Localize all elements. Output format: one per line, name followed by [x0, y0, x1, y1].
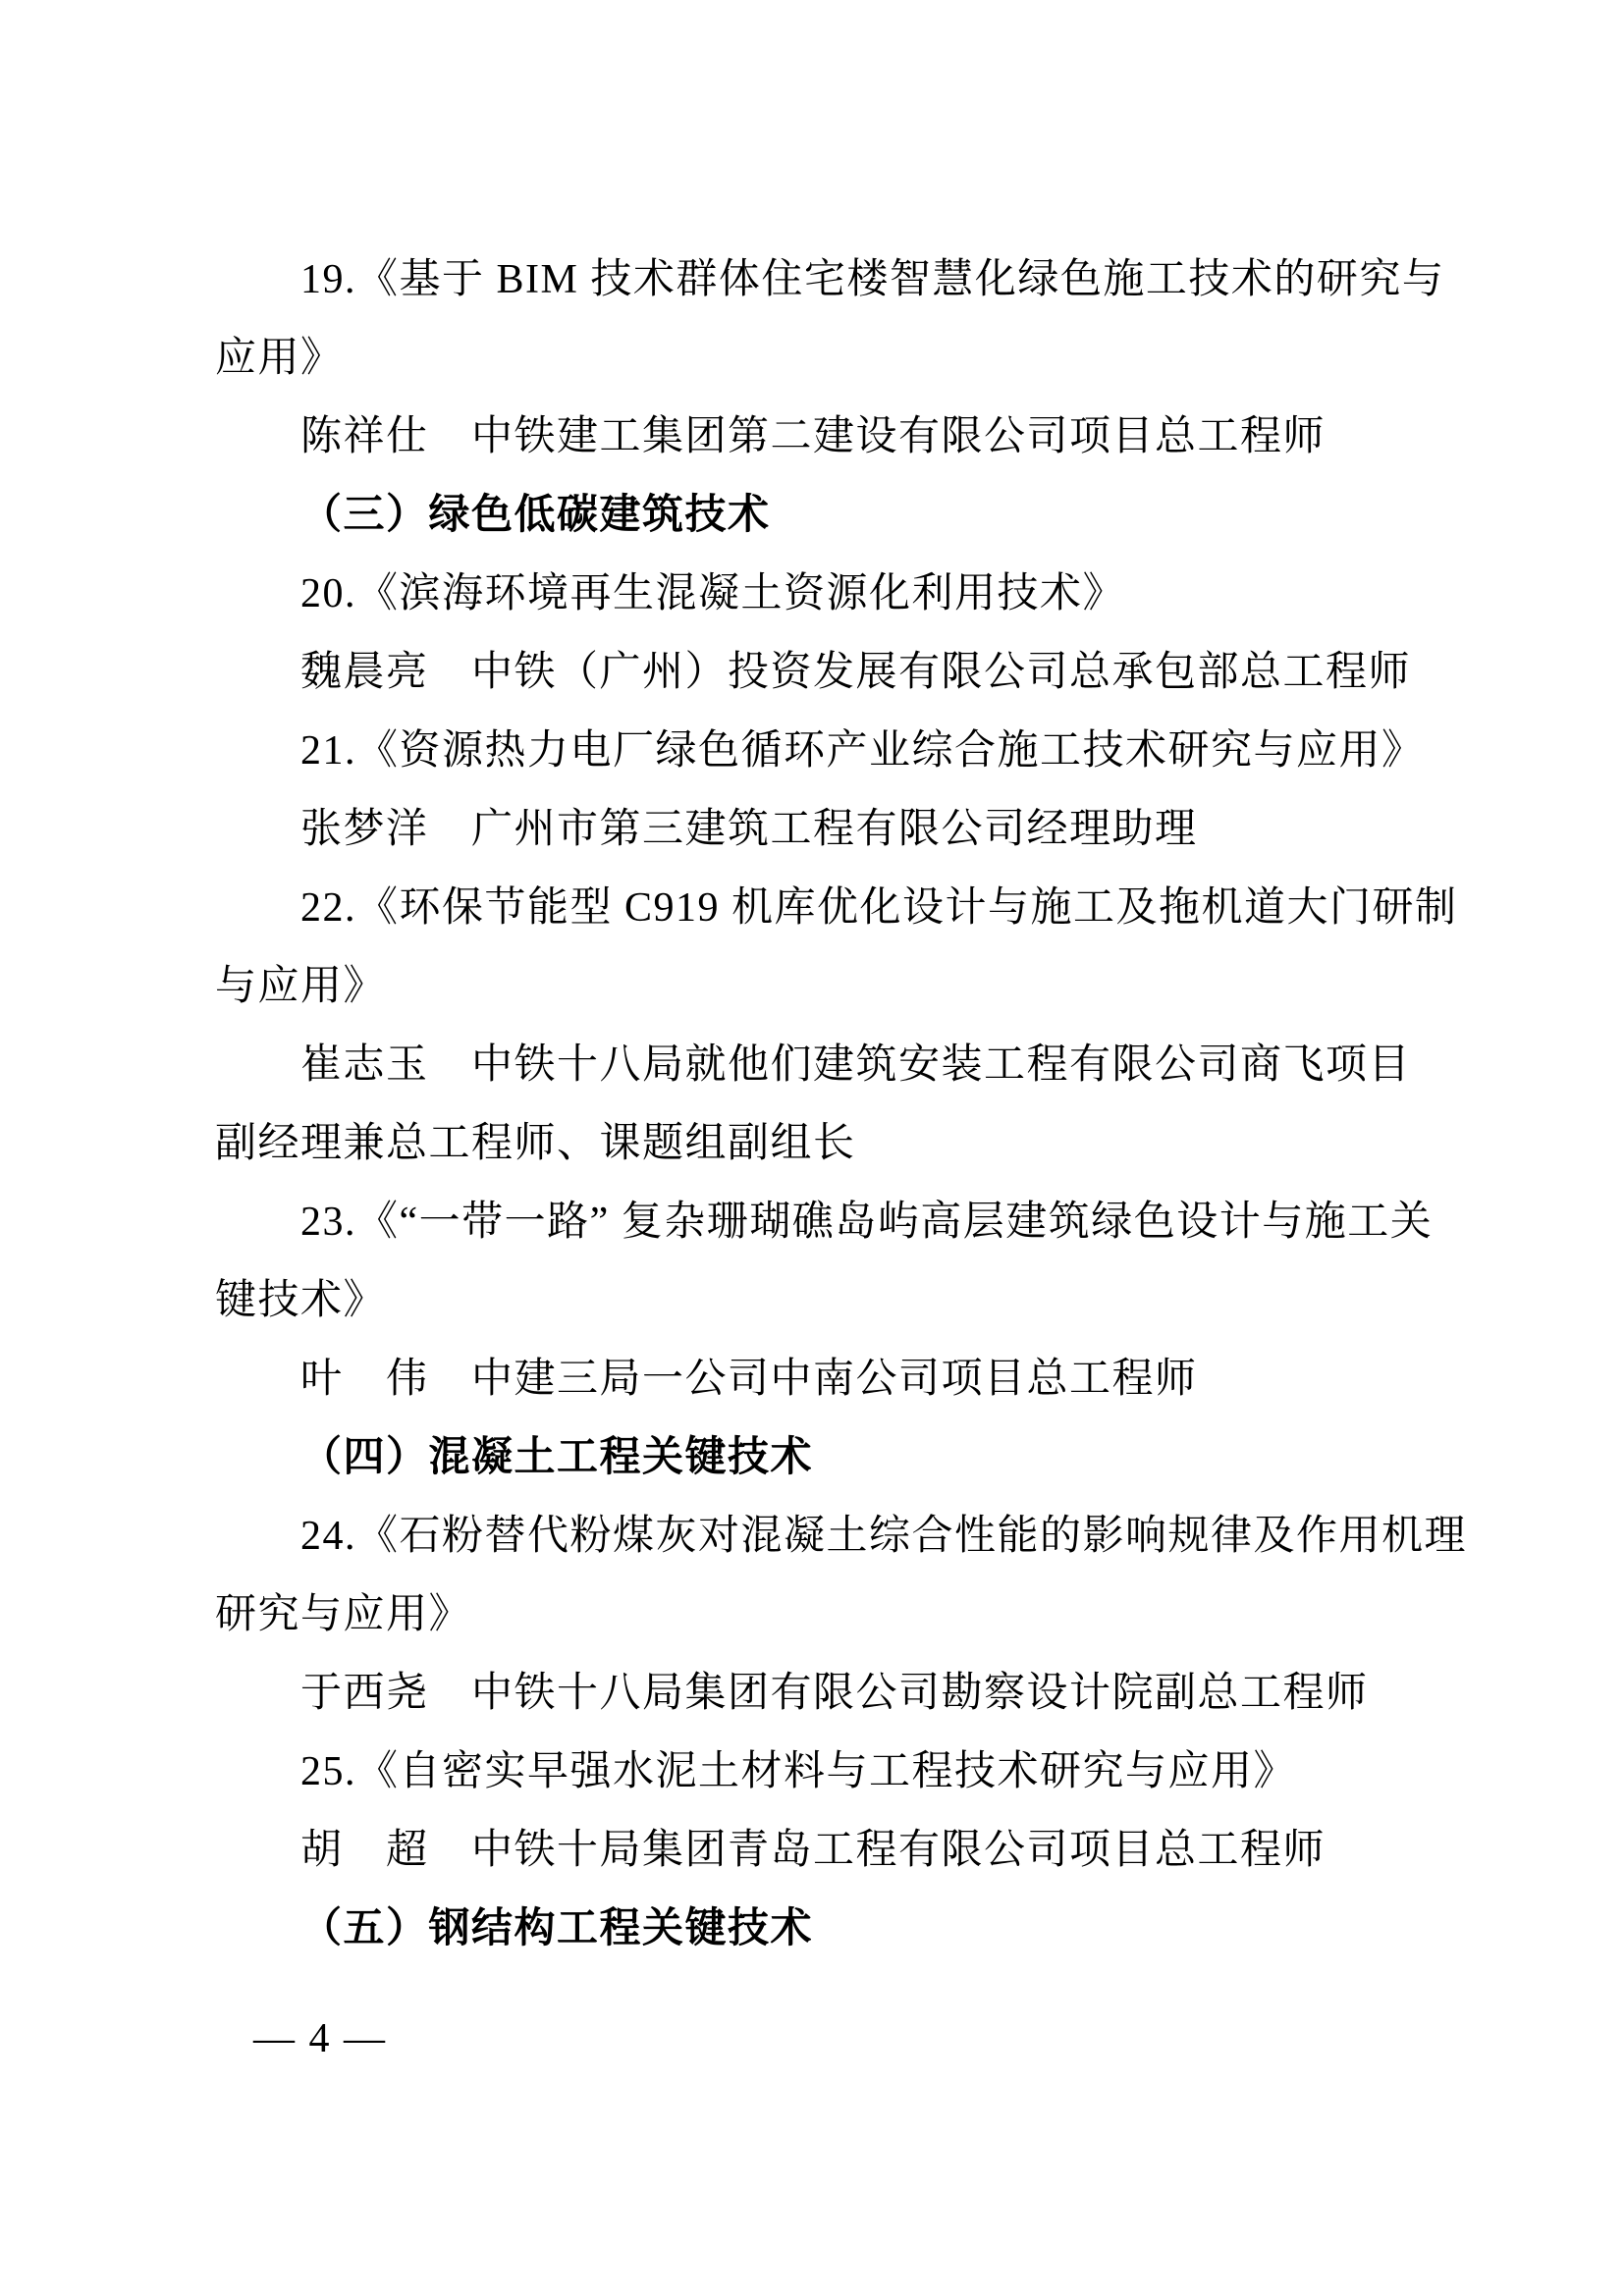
text-line: 副经理兼总工程师、课题组副组长 [215, 1121, 856, 1166]
text-line: 23.《“一带一路” 复杂珊瑚礁岛屿高层建筑绿色设计与施工关 [300, 1200, 1434, 1245]
text-line: 22.《环保节能型 C919 机库优化设计与施工及拖机道大门研制 [300, 885, 1458, 931]
text-line: 陈祥仕 中铁建工集团第二建设有限公司项目总工程师 [300, 414, 1326, 459]
text-line: 19.《基于 BIM 技术群体住宅楼智慧化绿色施工技术的研究与 [300, 257, 1445, 302]
text-line: 崔志玉 中铁十八局就他们建筑安装工程有限公司商飞项目 [300, 1042, 1412, 1088]
text-line: 键技术》 [215, 1278, 387, 1323]
section-heading: （四）混凝土工程关键技术 [300, 1435, 814, 1480]
text-line: 与应用》 [215, 964, 387, 1009]
section-heading: （三）绿色低碳建筑技术 [300, 493, 771, 538]
text-line: 21.《资源热力电厂绿色循环产业综合施工技术研究与应用》 [300, 728, 1425, 774]
text-line: 于西尧 中铁十八局集团有限公司勘察设计院副总工程师 [300, 1671, 1369, 1716]
text-line: 应用》 [215, 336, 344, 381]
document-body [215, 240, 1468, 1968]
text-line: 张梦洋 广州市第三建筑工程有限公司经理助理 [300, 807, 1198, 852]
section-heading: （五）钢结构工程关键技术 [300, 1906, 814, 1951]
text-line: 25.《自密实早强水泥土材料与工程技术研究与应用》 [300, 1749, 1297, 1794]
text-line: 20.《滨海环境再生混凝土资源化利用技术》 [300, 571, 1126, 616]
text-line: 魏晨亮 中铁（广州）投资发展有限公司总承包部总工程师 [300, 650, 1412, 695]
text-line: 叶 伟 中建三局一公司中南公司项目总工程师 [300, 1357, 1198, 1402]
text-line: 研究与应用》 [215, 1592, 472, 1637]
text-line: 24.《石粉替代粉煤灰对混凝土综合性能的影响规律及作用机理 [300, 1514, 1468, 1559]
text-line: 胡 超 中铁十局集团青岛工程有限公司项目总工程师 [300, 1828, 1326, 1873]
page-number: — 4 — [253, 2016, 387, 2061]
